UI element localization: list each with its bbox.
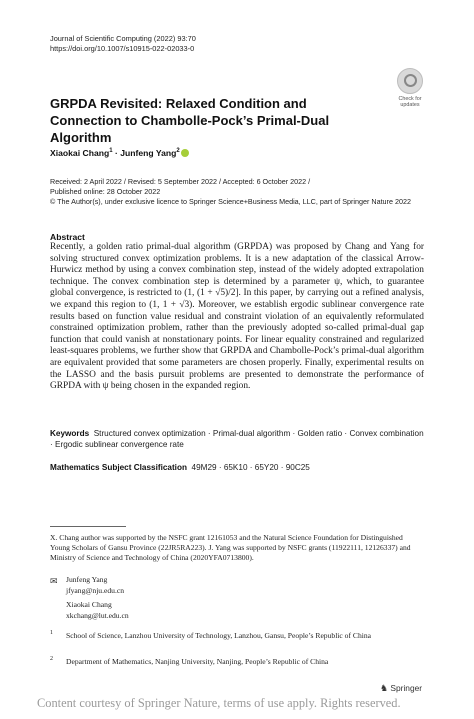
doi-link[interactable]: https://doi.org/10.1007/s10915-022-02033-0 <box>50 44 195 53</box>
journal-header <box>50 34 196 54</box>
author-separator: · <box>112 148 121 158</box>
abstract-heading: Abstract <box>50 232 85 242</box>
corresponding-contacts <box>66 575 129 621</box>
keywords-label: Keywords <box>50 429 90 438</box>
affiliation-number: 1 <box>50 630 53 636</box>
check-updates-label: Check for updates <box>398 96 422 108</box>
publisher-name: Springer <box>390 683 423 693</box>
contact-email[interactable]: xkchang@lut.edu.cn <box>66 610 129 620</box>
author-name[interactable]: Junfeng Yang <box>120 148 177 158</box>
affiliation-mark: 2 <box>176 148 180 155</box>
orcid-icon[interactable] <box>181 149 189 157</box>
footnote-divider <box>50 526 126 527</box>
keywords-section <box>50 428 424 450</box>
check-updates-icon <box>397 68 423 94</box>
contact-name: Junfeng Yang <box>66 575 108 584</box>
msc-codes: 49M29 · 65K10 · 65Y20 · 90C25 <box>191 463 310 472</box>
affiliation-mark: 1 <box>109 148 113 155</box>
keywords-text: Structured convex optimization · Primal-dual algorithm · Golden ratio · Convex combination · Ergodic sublinear convergence rate <box>50 429 424 449</box>
envelope-icon: ✉ <box>50 576 58 586</box>
msc-label: Mathematics Subject Classification <box>50 463 187 472</box>
affiliation-2: Department of Mathematics, Nanjing University, Nanjing, People’s Republic of China <box>66 657 329 666</box>
published-date: Published online: 28 October 2022 <box>50 187 161 196</box>
check-for-updates-badge[interactable] <box>393 68 427 108</box>
springer-horse-icon: ♞ <box>380 683 389 693</box>
affiliation-number: 2 <box>50 656 53 662</box>
affiliation-1: School of Science, Lanzhou University of Technology, Lanzhou, Gansu, People’s Republic of China <box>66 631 372 640</box>
abstract-text: Recently, a golden ratio primal-dual algorithm (GRPDA) was proposed by Chang and Yang for solving structured convex optimization problems. It is a new adaptation of the classical Arrow-Hurwicz method by using a convex combination step, instead of the widely adopted extrapolation technique. The convex combination step is determined by a parameter ψ, which, to guarantee global convergence, is restricted to (1, (1 + √5)/2]. In this paper, by carrying out a refined analysis, we expand this region to (1, 1 + √3). Moreover, we establish ergodic sublinear convergence rate results based on function value residual and constraint violation of an equivalently reformulated constrained optimization problem, rather than the previously adopted so-called primal-dual gap function that could vanish at nonstationary points. For linear equality constrained and regularized least-squares problems, we further show that GRPDA and Chambolle-Pock’s primal-dual algorithm are equivalent provided that some parameters are chosen properly. Finally, experimental results on the LASSO and the basis pursuit problems are presented to demonstrate the performance of GRPDA with ψ being chosen in the expanded region. <box>50 242 424 392</box>
copyright-notice: © The Author(s), under exclusive licence to Springer Science+Business Media, LLC, part of Springer Nature 2022 <box>50 197 411 206</box>
contact-email[interactable]: jfyang@nju.edu.cn <box>66 585 125 595</box>
msc-section <box>50 463 310 472</box>
journal-citation: Journal of Scientific Computing (2022) 93:70 <box>50 34 196 43</box>
received-dates: Received: 2 April 2022 / Revised: 5 September 2022 / Accepted: 6 October 2022 / <box>50 177 311 186</box>
springer-logo <box>380 683 422 694</box>
contact-name: Xiaokai Chang <box>66 600 112 609</box>
courtesy-watermark: Content courtesy of Springer Nature, terms of use apply. Rights reserved. <box>37 696 401 710</box>
author-name[interactable]: Xiaokai Chang <box>50 148 110 158</box>
funding-footnote: X. Chang author was supported by the NSFC grant 12161053 and the Natural Science Foundation for Distinguished Young Scholars of Gansu Province (22JR5RA223). J. Yang was supported by NSFC grants (11922111, 12126337) and Ministry of Science and Technology of China (2020YFA0713800). <box>50 533 411 562</box>
author-list <box>50 148 189 158</box>
publication-dates <box>50 177 411 207</box>
paper-title: GRPDA Revisited: Relaxed Condition and Connection to Chambolle-Pock’s Primal-Dual Algorithm <box>50 96 330 145</box>
